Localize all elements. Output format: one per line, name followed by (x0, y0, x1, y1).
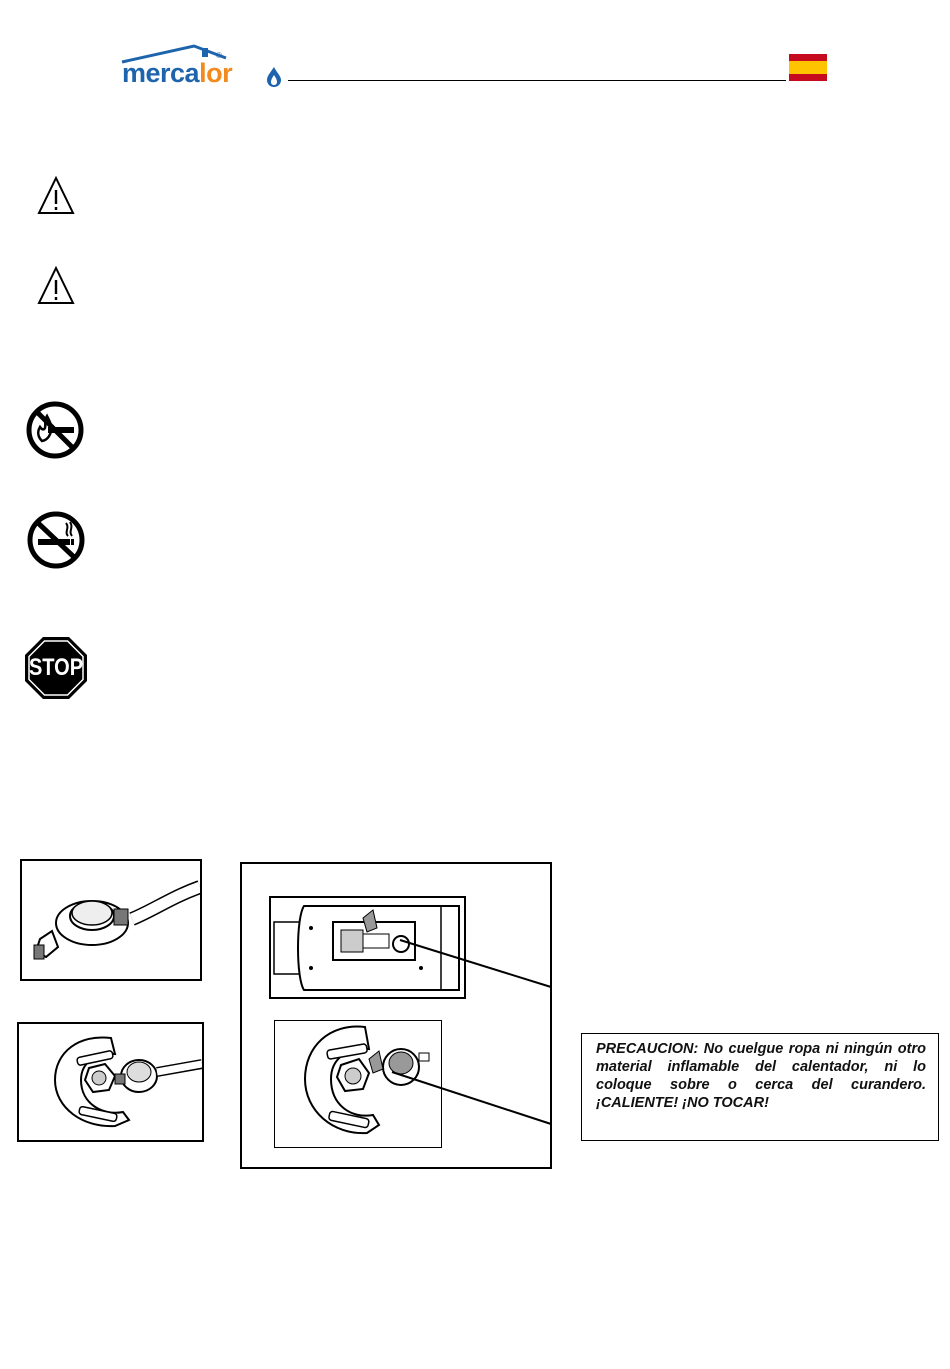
cylinder-valve-drawing (275, 1021, 441, 1147)
registered-mark: ® (216, 51, 222, 60)
regulator-figure (20, 859, 202, 981)
warning-triangle-icon (20, 164, 92, 236)
spain-flag-icon (789, 54, 827, 81)
flame-icon (266, 66, 282, 88)
cylinder-regulator-drawing (19, 1024, 202, 1140)
no-smoking-icon (20, 504, 92, 576)
heater-drawing (271, 898, 464, 997)
caution-box (581, 1033, 939, 1141)
stop-sign-icon (20, 634, 92, 706)
no-open-flame-icon (20, 394, 92, 466)
regulator-drawing (22, 861, 200, 979)
heater-connection-figure (269, 896, 466, 999)
caution-text: PRECAUCION: No cuelgue ropa ni ningún otro material inflamable del calentador, ni lo coloque sobre o cerca del curandero. ¡CALIENTE! ¡NO TOCAR! (596, 1041, 926, 1111)
stop-label: STOP (28, 654, 84, 682)
header-rule (288, 80, 786, 81)
warning-triangle-icon (20, 254, 92, 326)
mercalor-logo (120, 44, 290, 92)
logo-wordmark: mercalor (122, 58, 233, 88)
cylinder-valve-figure (274, 1020, 442, 1148)
regulator-on-cylinder-figure (17, 1022, 204, 1142)
